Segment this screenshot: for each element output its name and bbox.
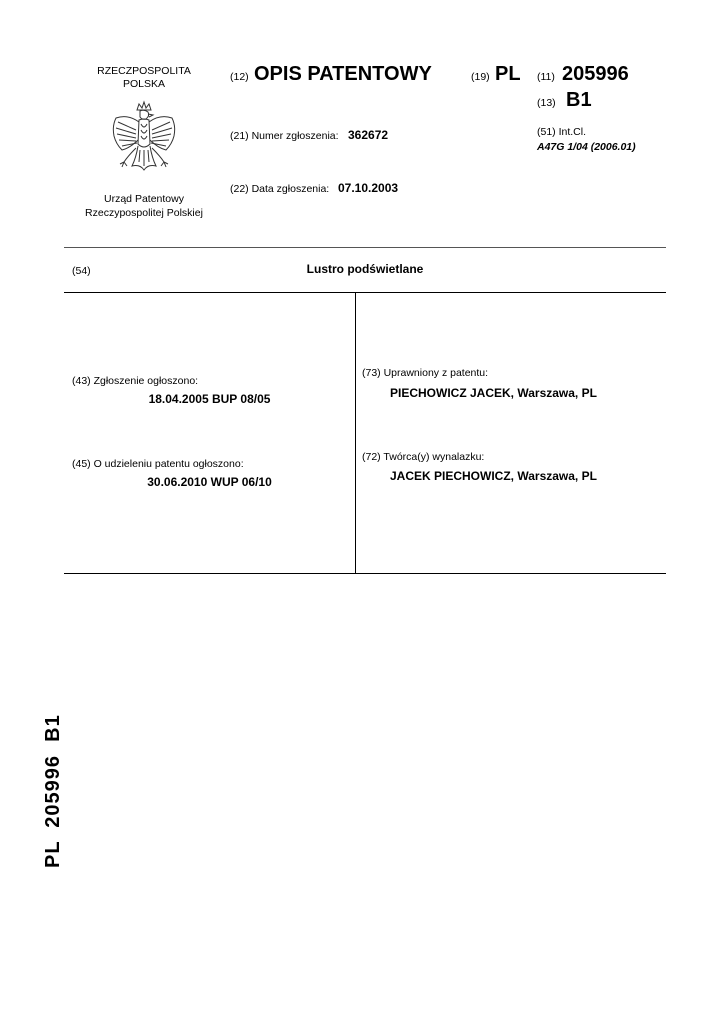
- patent-holder-label: (73) Uprawniony z patentu:: [362, 367, 489, 379]
- granted-value: 30.06.2010 WUP 06/10: [147, 475, 272, 489]
- patent-holder-value: PIECHOWICZ JACEK, Warszawa, PL: [390, 386, 597, 400]
- office-line-1: Urząd Patentowy: [104, 193, 184, 205]
- document-type: OPIS PATENTOWY: [254, 63, 432, 85]
- filing-date-label: (22) Data zgłoszenia:: [230, 183, 330, 195]
- inventor-label: (72) Twórca(y) wynalazku:: [362, 451, 485, 463]
- patent-office-name: [74, 192, 214, 220]
- invention-title: Lustro podświetlane: [306, 262, 424, 276]
- country-line-2: POLSKA: [122, 78, 166, 90]
- country-name: [84, 65, 204, 91]
- intcl-label: (51) Int.Cl.: [537, 126, 587, 138]
- application-number: 362672: [348, 128, 389, 142]
- polish-eagle-emblem-icon: [106, 100, 182, 184]
- office-line-2: Rzeczypospolitej Polskiej: [85, 207, 203, 219]
- patent-number: 205996: [562, 63, 629, 85]
- column-divider: [355, 292, 356, 574]
- intcl-value: A47G 1/04 (2006.01): [537, 141, 636, 153]
- inventor-value: JACEK PIECHOWICZ, Warszawa, PL: [390, 469, 597, 483]
- granted-label: (45) O udzieleniu patentu ogłoszono:: [72, 458, 244, 470]
- application-number-label: (21) Numer zgłoszenia:: [230, 130, 339, 142]
- code-11: (11): [537, 71, 555, 83]
- divider-title-bottom: [64, 292, 666, 293]
- divider-bottom: [64, 573, 666, 574]
- country-code: PL: [495, 63, 521, 85]
- filing-date: 07.10.2003: [338, 181, 399, 195]
- code-12: (12): [230, 71, 249, 83]
- kind-code: B1: [566, 89, 592, 111]
- spine-identifier: PL 205996 B1: [42, 714, 64, 868]
- published-label: (43) Zgłoszenie ogłoszono:: [72, 375, 199, 387]
- code-54: (54): [72, 265, 91, 277]
- country-line-1: RZECZPOSPOLITA: [97, 65, 191, 77]
- divider-top: [64, 247, 666, 248]
- published-value: 18.04.2005 BUP 08/05: [148, 392, 271, 406]
- code-13: (13): [537, 97, 556, 109]
- code-19: (19): [471, 71, 490, 83]
